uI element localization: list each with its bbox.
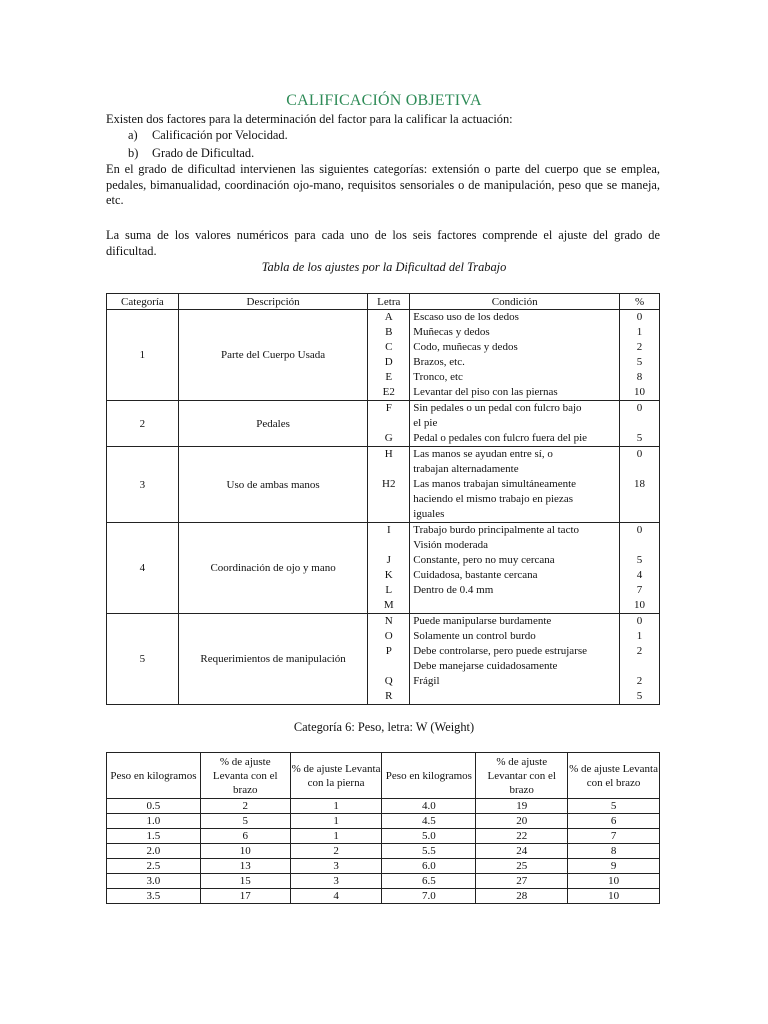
letter: [368, 659, 409, 674]
table-row: [107, 614, 660, 705]
condition: Sin pedales o un pedal con fulcro bajo: [413, 402, 582, 414]
list-marker: a): [128, 128, 138, 142]
condition-cell: [410, 310, 620, 401]
condition: Las manos se ayudan entre sí, o: [413, 448, 553, 460]
table-header-row: [107, 753, 660, 799]
header-peso-kg: Peso en kilogramos: [107, 753, 201, 799]
letter-cell: [368, 523, 410, 614]
percent: 2: [636, 341, 643, 353]
table-cell: 6: [200, 829, 290, 844]
category-cell: 1: [107, 310, 179, 401]
letter: [368, 416, 409, 431]
category-cell: 2: [107, 401, 179, 447]
table-cell: 4: [290, 889, 382, 904]
table-cell: 5: [568, 799, 660, 814]
list-item: [128, 128, 288, 144]
table-cell: 1: [290, 799, 382, 814]
description-cell: Uso de ambas manos: [178, 447, 367, 523]
table-row: [107, 799, 660, 814]
percent: 18: [634, 478, 646, 490]
description-cell: Pedales: [178, 401, 367, 447]
table-row: [107, 310, 660, 401]
table-cell: 0.5: [107, 799, 201, 814]
letter: O: [384, 630, 393, 642]
letter: G: [384, 432, 393, 444]
letter: D: [384, 356, 393, 368]
category-cell: 4: [107, 523, 179, 614]
table-cell: 3.0: [107, 874, 201, 889]
difficulty-table: [106, 293, 660, 705]
header-ajuste-pierna: % de ajuste Levanta con la pierna: [290, 753, 382, 799]
letter: E: [385, 371, 393, 383]
table-cell: 1.5: [107, 829, 201, 844]
letter-cell: [368, 614, 410, 705]
table-cell: 10: [568, 889, 660, 904]
header-ajuste-brazo-2: % de ajuste Levantar con el brazo: [476, 753, 568, 799]
table-cell: 2: [200, 799, 290, 814]
percent: 2: [636, 645, 643, 657]
condition: [410, 598, 619, 613]
table-cell: 7: [568, 829, 660, 844]
condition: haciendo el mismo trabajo en piezas: [413, 493, 573, 505]
percent-cell: [620, 447, 660, 523]
table-row: [107, 829, 660, 844]
percent: [620, 659, 659, 674]
percent: 10: [634, 386, 646, 398]
condition-cell: [410, 401, 620, 447]
list-text: Calificación por Velocidad.: [152, 128, 288, 142]
condition: Tronco, etc: [413, 371, 463, 383]
percent: 10: [634, 599, 646, 611]
table-row: [107, 859, 660, 874]
table-row: [107, 523, 660, 614]
table-header-row: [107, 294, 660, 310]
percent: 0: [636, 615, 643, 627]
table-cell: 27: [476, 874, 568, 889]
condition: Frágil: [413, 675, 440, 687]
table-cell: 10: [200, 844, 290, 859]
table-cell: 6.0: [382, 859, 476, 874]
letter: F: [385, 402, 392, 414]
letter: C: [385, 341, 393, 353]
letter-cell: [368, 401, 410, 447]
table-row: [107, 844, 660, 859]
table-cell: 25: [476, 859, 568, 874]
table-cell: 22: [476, 829, 568, 844]
letter: L: [385, 584, 393, 596]
letter: I: [386, 524, 391, 536]
percent: 0: [636, 448, 643, 460]
condition: Trabajo burdo principalmente al tacto: [413, 524, 580, 536]
condition: el pie: [413, 417, 438, 429]
table-cell: 10: [568, 874, 660, 889]
header-peso-kg-2: Peso en kilogramos: [382, 753, 476, 799]
letter-cell: [368, 447, 410, 523]
table1-caption: Tabla de los ajustes por la Dificultad del Trabajo: [261, 260, 507, 274]
sum-paragraph: La suma de los valores numéricos para cada uno de los seis factores comprende el ajuste del grado de dificultad.: [106, 228, 660, 258]
list-marker: b): [128, 146, 139, 160]
percent: 0: [636, 402, 643, 414]
percent: 5: [636, 432, 643, 444]
header-descripcion: Descripción: [178, 294, 367, 310]
table-cell: 24: [476, 844, 568, 859]
condition: Cuidadosa, bastante cercana: [413, 569, 538, 581]
categories-paragraph: En el grado de dificultad intervienen las siguientes categorías: extensión o parte del cuerpo que se emplea, pedales, bimanualidad, coordinación ojo-mano, requisitos sensoriales o de manipulación, peso que se maneja, etc.: [106, 162, 660, 207]
percent: 1: [636, 326, 643, 338]
letter: Q: [384, 675, 393, 687]
percent: 2: [636, 675, 643, 687]
category-cell: 3: [107, 447, 179, 523]
table-cell: 2.0: [107, 844, 201, 859]
table-cell: 15: [200, 874, 290, 889]
table-cell: 7.0: [382, 889, 476, 904]
letter: H: [384, 448, 393, 460]
description-cell: Parte del Cuerpo Usada: [178, 310, 367, 401]
percent-cell: [620, 614, 660, 705]
condition: iguales: [413, 508, 445, 520]
letter: K: [384, 569, 393, 581]
table-cell: 1: [290, 814, 382, 829]
percent: [620, 462, 659, 477]
table-cell: 4.5: [382, 814, 476, 829]
table-cell: 20: [476, 814, 568, 829]
table-cell: 19: [476, 799, 568, 814]
condition: Visión moderada: [413, 539, 489, 551]
percent: 5: [636, 690, 643, 702]
condition: Pedal o pedales con fulcro fuera del pie: [413, 432, 588, 444]
condition: Puede manipularse burdamente: [413, 615, 552, 627]
description-cell: Coordinación de ojo y mano: [178, 523, 367, 614]
percent: 0: [636, 311, 643, 323]
letter: N: [384, 615, 393, 627]
letter: P: [385, 645, 392, 657]
table-cell: 1: [290, 829, 382, 844]
letter: H2: [382, 478, 396, 490]
table-cell: 6: [568, 814, 660, 829]
table-cell: 17: [200, 889, 290, 904]
header-condicion: Condición: [410, 294, 620, 310]
category-cell: 5: [107, 614, 179, 705]
table-cell: 1.0: [107, 814, 201, 829]
list-text: Grado de Dificultad.: [152, 146, 255, 160]
condition: Escaso uso de los dedos: [413, 311, 519, 323]
table-row: [107, 447, 660, 523]
table-cell: 8: [568, 844, 660, 859]
table-row: [107, 814, 660, 829]
category6-caption: Categoría 6: Peso, letra: W (Weight): [293, 720, 475, 734]
condition: Debe manejarse cuidadosamente: [413, 660, 558, 672]
condition-cell: [410, 447, 620, 523]
percent: [620, 416, 659, 431]
table-cell: 3: [290, 874, 382, 889]
table-cell: 3: [290, 859, 382, 874]
letter: E2: [382, 386, 395, 398]
condition: Codo, muñecas y dedos: [413, 341, 518, 353]
percent: 5: [636, 356, 643, 368]
table-cell: 2: [290, 844, 382, 859]
table-cell: 2.5: [107, 859, 201, 874]
weight-table: [106, 752, 660, 904]
percent: 8: [636, 371, 643, 383]
intro-paragraph: Existen dos factores para la determinación del factor para la calificar la actuación:: [106, 112, 513, 126]
list-item: [128, 146, 254, 162]
letter: [368, 538, 409, 553]
header-ajuste-brazo-3: % de ajuste Levanta con el brazo: [568, 753, 660, 799]
table-cell: 13: [200, 859, 290, 874]
table-cell: 5.5: [382, 844, 476, 859]
table-cell: 28: [476, 889, 568, 904]
condition: Debe controlarse, pero puede estrujarse: [413, 645, 588, 657]
condition: [410, 689, 619, 704]
header-categoria: Categoría: [107, 294, 179, 310]
percent-cell: [620, 401, 660, 447]
table-cell: 5.0: [382, 829, 476, 844]
percent: 0: [636, 524, 643, 536]
letter: [368, 462, 409, 477]
letter: A: [384, 311, 393, 323]
table-row: [107, 889, 660, 904]
condition: Dentro de 0.4 mm: [413, 584, 494, 596]
condition-cell: [410, 523, 620, 614]
percent: [620, 538, 659, 553]
table-cell: 4.0: [382, 799, 476, 814]
condition-cell: [410, 614, 620, 705]
condition: Brazos, etc.: [413, 356, 465, 368]
header-porcentaje: %: [620, 294, 660, 310]
condition: Constante, pero no muy cercana: [413, 554, 555, 566]
letter: [368, 507, 409, 522]
percent: 4: [636, 569, 643, 581]
table-row: [107, 401, 660, 447]
condition: Levantar del piso con las piernas: [413, 386, 558, 398]
letter: B: [385, 326, 393, 338]
description-cell: Requerimientos de manipulación: [178, 614, 367, 705]
page-title: CALIFICACIÓN OBJETIVA: [286, 92, 482, 109]
percent: [620, 507, 659, 522]
letter: J: [386, 554, 391, 566]
letter: M: [383, 599, 394, 611]
condition: Muñecas y dedos: [413, 326, 490, 338]
condition: Solamente un control burdo: [413, 630, 536, 642]
table-cell: 3.5: [107, 889, 201, 904]
letter: [368, 492, 409, 507]
percent: 7: [636, 584, 643, 596]
header-letra: Letra: [368, 294, 410, 310]
percent-cell: [620, 523, 660, 614]
condition: Las manos trabajan simultáneamente: [413, 478, 577, 490]
letter-cell: [368, 310, 410, 401]
table-cell: 6.5: [382, 874, 476, 889]
letter: R: [385, 690, 393, 702]
percent: 1: [636, 630, 643, 642]
percent-cell: [620, 310, 660, 401]
table-row: [107, 874, 660, 889]
percent: 5: [636, 554, 643, 566]
table-cell: 9: [568, 859, 660, 874]
table-cell: 5: [200, 814, 290, 829]
header-ajuste-brazo: % de ajuste Levanta con el brazo: [200, 753, 290, 799]
condition: trabajan alternadamente: [413, 463, 519, 475]
percent: [620, 492, 659, 507]
